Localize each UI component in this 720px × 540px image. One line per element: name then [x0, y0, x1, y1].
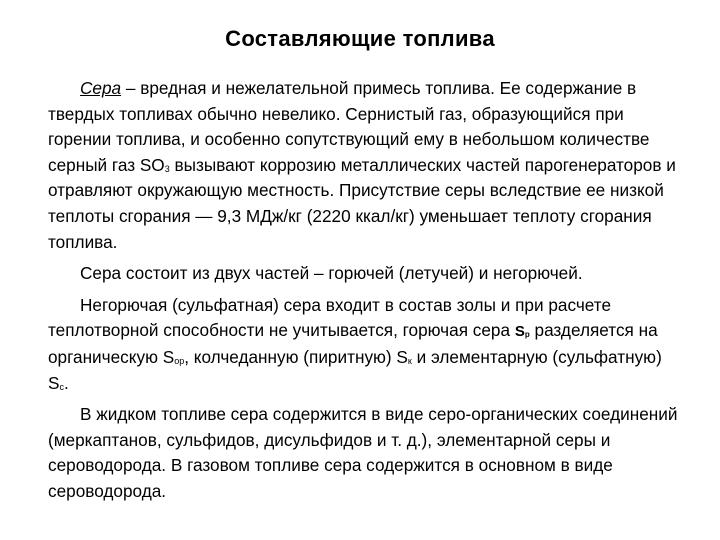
p1-text-1: – вредная и нежелательной примесь топлива. Ее содержание в твердых топливах обычно невелико. Сернистый газ, образующийся при горении топлива, и особенно сопутствующий ему в небольшом количестве серный газ SO	[48, 78, 650, 175]
term-sulfur: Сера	[80, 78, 122, 98]
sp-subscript: р	[524, 330, 530, 340]
p3-text-5: .	[63, 372, 69, 393]
slide-title: Составляющие топлива	[225, 26, 495, 51]
paragraph-sulfur-parts: Сера состоит из двух частей – горючей (летучей) и негорючей.	[80, 263, 583, 284]
paragraph-liquid-gas-fuel: В жидком топливе сера содержится в виде серо-органических соединений (меркаптанов, сульфидов, дисульфидов и т. д.), элементарной серы и сероводорода. В газовом топливе сера содержится в основном в виде сероводорода.	[48, 404, 678, 501]
sc-subscript: с	[59, 381, 64, 392]
so3-subscript: 3	[164, 163, 170, 174]
slide-body	[48, 76, 680, 505]
sk-subscript: к	[407, 355, 412, 366]
combustible-sulfur-symbol	[515, 323, 530, 340]
p3-text-3: , колчеданную (пиритную) S	[184, 346, 408, 367]
paragraph-noncombustible-sulfur	[48, 293, 680, 396]
p3-text-2: разделяется на органическую S	[48, 320, 658, 367]
paragraph-sulfur-definition	[48, 76, 680, 255]
sp-letter: S	[514, 323, 525, 341]
p1-text-2: вызывают коррозию металлических частей парогенераторов и отравляют окружающую местность. Присутствие серы вследствие ее низкой теплоты сгорания — 9,3 МДж/кг (2220 ккал/кг) уменьшает теплоту сгорания топлива.	[48, 154, 676, 252]
p3-text-4: и элементарную (сульфатную) S	[48, 346, 662, 393]
sor-subscript: ор	[174, 355, 185, 366]
p3-text-1: Негорючая (сульфатная) сера входит в состав золы и при расчете теплотворной способности не учитывается, горючая сера	[48, 294, 612, 341]
